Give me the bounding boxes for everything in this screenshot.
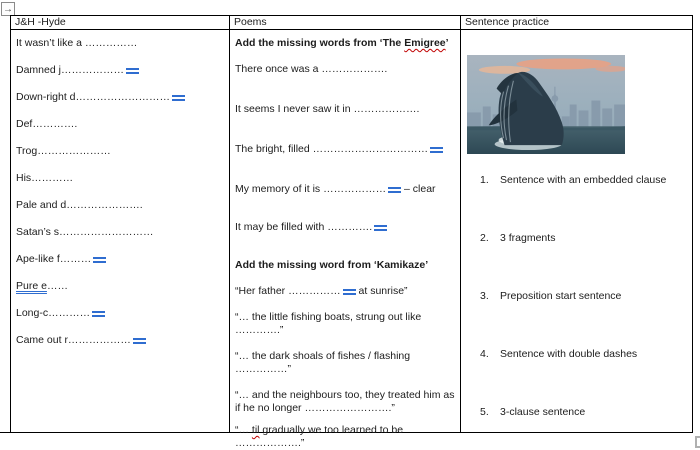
sentence-task: [480, 174, 687, 187]
whale-photo[interactable]: [467, 55, 625, 154]
quote-line: [235, 350, 455, 376]
grammar-mark-icon: [343, 289, 356, 295]
line-text: His…………: [16, 172, 74, 184]
fill-blank-line: [16, 280, 224, 293]
fill-blank-line: [235, 183, 455, 196]
sentence-task: [480, 232, 687, 245]
grammar-mark-icon: [126, 68, 139, 74]
grammar-underlined-text: Pure e: [16, 280, 47, 292]
task-number: 3.: [480, 290, 489, 302]
fill-blank-line: [16, 334, 224, 347]
line-text: Ape-like f………: [16, 253, 92, 265]
column-sentence-practice: [461, 16, 692, 432]
fill-blank-line: [16, 118, 224, 131]
fill-blank-line: [235, 143, 455, 156]
grammar-mark-icon: [93, 257, 106, 263]
task-text: Preposition start sentence: [500, 290, 622, 302]
line-text: Pale and d………………….: [16, 199, 143, 211]
line-text: Satan’s s………………………: [16, 226, 154, 238]
line-text: It seems I never saw it in ……………….: [235, 103, 420, 115]
fill-blank-line: [16, 199, 224, 212]
poems-cell[interactable]: [230, 30, 460, 450]
task-text: 3-clause sentence: [500, 406, 586, 418]
line-text: Def………….: [16, 118, 78, 130]
quote-line: [235, 285, 455, 298]
line-text: “… and the neighbours too, they treated him as if he no longer …………………….”: [235, 389, 455, 414]
section-heading-emigree: [235, 37, 455, 50]
line-text: “Her father ……………: [235, 285, 341, 297]
line-text: Damned j………………: [16, 64, 124, 76]
fill-blank-line: [16, 37, 224, 50]
fill-blank-line: [16, 64, 224, 77]
line-text: “…: [235, 424, 252, 436]
quote-line: [235, 311, 455, 337]
quote-line: [235, 389, 455, 415]
column-header-sentence-practice[interactable]: Sentence practice: [461, 16, 692, 30]
grammar-mark-icon: [172, 95, 185, 101]
line-text: ……: [46, 280, 68, 292]
task-text: Sentence with an embedded clause: [500, 174, 667, 186]
grammar-mark-icon: [133, 338, 146, 344]
line-text: “… the little fishing boats, strung out like ………….”: [235, 311, 422, 336]
fill-blank-line: [235, 103, 455, 116]
line-text: Came out r………………: [16, 334, 131, 346]
jh-hyde-cell[interactable]: [11, 30, 229, 347]
fill-blank-line: [235, 63, 455, 76]
fill-blank-line: [16, 172, 224, 185]
sentence-task: [480, 348, 687, 361]
column-jh-hyde: [11, 16, 230, 432]
spellcheck-word: Emigree: [404, 37, 446, 49]
fill-blank-line: [16, 253, 224, 266]
task-number: 5.: [480, 406, 489, 418]
grammar-mark-icon: [388, 187, 401, 193]
line-text: There once was a ……………….: [235, 63, 388, 75]
line-text: – clear: [401, 183, 436, 195]
tab-selector-icon[interactable]: →: [3, 3, 13, 15]
line-text: Down-right d………………………: [16, 91, 171, 103]
task-text: 3 fragments: [500, 232, 556, 244]
column-header-poems[interactable]: Poems: [230, 16, 460, 30]
line-text: It may be filled with ………….: [235, 221, 373, 233]
line-text: It wasn’t like a ……………: [16, 37, 138, 49]
fill-blank-line: [16, 145, 224, 158]
task-text: Sentence with double dashes: [500, 348, 638, 360]
quote-line: [235, 424, 455, 450]
line-text: Trog…………………: [16, 145, 111, 157]
line-text: at sunrise”: [355, 285, 408, 297]
fill-blank-line: [16, 226, 224, 239]
task-number: 2.: [480, 232, 489, 244]
fill-blank-line: [16, 91, 224, 104]
heading-text: Add the missing word from ‘Kamikaze’: [235, 259, 429, 271]
column-poems: [230, 16, 461, 449]
grammar-mark-icon: [374, 225, 387, 231]
fill-blank-line: [16, 307, 224, 320]
column-header-jh-hyde[interactable]: J&H -Hyde: [11, 16, 229, 30]
sentence-practice-cell[interactable]: [461, 30, 692, 419]
spellcheck-word: til: [251, 424, 260, 436]
line-text: gradually we too learned to be ……………….”: [235, 424, 404, 449]
heading-text: ’: [445, 37, 449, 49]
worksheet-table: [10, 15, 693, 449]
grammar-mark-icon: [430, 147, 443, 153]
line-text: Long-c…………: [16, 307, 91, 319]
table-resize-handle[interactable]: [695, 436, 700, 448]
heading-text: Add the missing words from ‘The: [235, 37, 405, 49]
line-text: The bright, filled ……………………………: [235, 143, 429, 155]
sentence-task-list: [466, 154, 687, 419]
sentence-task: [480, 290, 687, 303]
grammar-mark-icon: [92, 311, 105, 317]
line-text: “… the dark shoals of fishes / flashing ……………”: [235, 350, 411, 375]
task-number: 1.: [480, 174, 489, 186]
line-text: My memory of it is ………………: [235, 183, 387, 195]
section-heading-kamikaze: [235, 259, 455, 272]
sentence-task: [480, 406, 687, 419]
fill-blank-line: [235, 221, 455, 234]
task-number: 4.: [480, 348, 489, 360]
